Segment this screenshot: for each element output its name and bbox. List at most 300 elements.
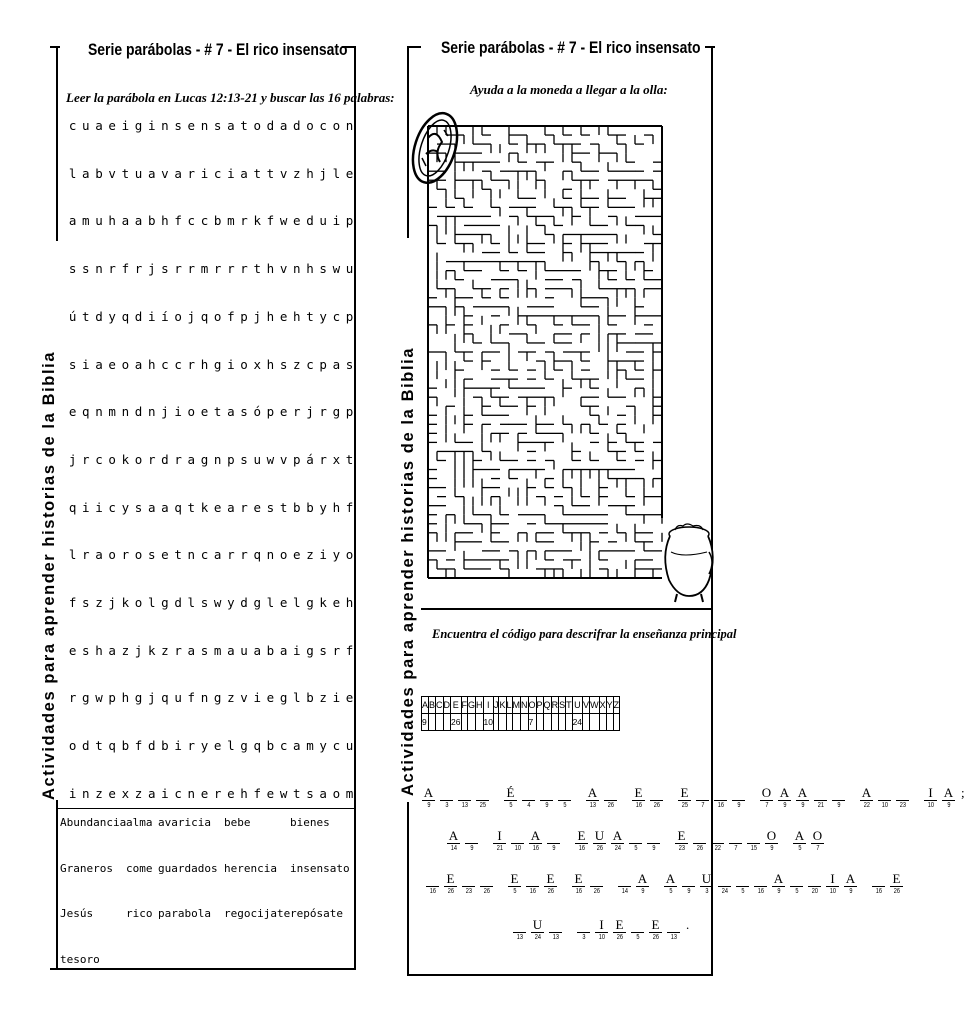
code-cell[interactable] [468, 714, 476, 731]
grid-letter[interactable]: s [345, 356, 354, 372]
cipher-cell[interactable] [813, 786, 828, 811]
grid-letter[interactable]: f [266, 213, 275, 229]
grid-letter[interactable]: w [279, 785, 288, 801]
grid-letter[interactable]: s [174, 118, 182, 133]
grid-letter[interactable]: i [82, 356, 90, 372]
grid-letter[interactable]: i [174, 404, 182, 420]
grid-letter[interactable]: e [279, 595, 288, 610]
grid-letter[interactable]: s [266, 499, 275, 515]
cipher-cell[interactable] [530, 918, 545, 943]
grid-letter[interactable]: i [227, 356, 235, 372]
grid-letter[interactable]: r [187, 261, 196, 277]
grid-letter[interactable]: i [147, 118, 156, 133]
grid-letter[interactable]: c [306, 356, 314, 372]
cipher-cell[interactable] [503, 786, 518, 811]
grid-letter[interactable]: e [293, 547, 301, 563]
grid-letter[interactable]: h [266, 261, 275, 277]
grid-letter[interactable]: r [319, 451, 327, 467]
grid-letter[interactable]: a [319, 785, 327, 801]
code-cell[interactable] [613, 714, 620, 731]
grid-letter[interactable]: y [319, 738, 327, 754]
grid-letter[interactable]: e [187, 118, 196, 133]
grid-letter[interactable]: r [174, 451, 182, 467]
grid-letter[interactable]: b [213, 213, 222, 229]
grid-letter[interactable]: í [161, 308, 169, 324]
grid-letter[interactable]: d [306, 213, 314, 229]
cipher-cell[interactable] [871, 872, 886, 897]
grid-letter[interactable]: i [82, 499, 90, 515]
grid-letter[interactable]: q [200, 308, 209, 324]
grid-letter[interactable]: o [332, 785, 341, 801]
cipher-cell[interactable] [941, 786, 956, 811]
grid-letter[interactable]: e [68, 642, 77, 658]
grid-letter[interactable]: a [227, 642, 235, 658]
grid-letter[interactable]: e [200, 785, 209, 801]
grid-letter[interactable]: h [95, 642, 103, 658]
grid-letter[interactable]: i [253, 690, 261, 706]
cipher-cell[interactable] [728, 829, 743, 854]
cipher-cell[interactable] [446, 829, 461, 854]
grid-letter[interactable]: b [95, 165, 103, 181]
grid-letter[interactable]: l [68, 547, 77, 563]
grid-letter[interactable]: r [174, 261, 182, 277]
code-cell[interactable] [476, 714, 484, 731]
grid-letter[interactable]: t [253, 165, 261, 181]
cipher-cell[interactable] [603, 786, 618, 811]
grid-letter[interactable]: j [68, 451, 77, 467]
cipher-cell[interactable] [699, 872, 714, 897]
grid-letter[interactable]: s [82, 595, 90, 610]
grid-letter[interactable]: l [187, 595, 196, 610]
grid-letter[interactable]: g [253, 595, 261, 610]
grid-letter[interactable]: n [121, 404, 130, 420]
grid-letter[interactable]: a [134, 356, 143, 372]
grid-letter[interactable]: f [174, 213, 182, 229]
cipher-cell[interactable] [592, 829, 607, 854]
cipher-cell[interactable] [807, 872, 822, 897]
grid-letter[interactable]: z [306, 547, 314, 563]
grid-letter[interactable]: t [293, 785, 301, 801]
grid-letter[interactable]: b [293, 499, 301, 515]
grid-letter[interactable]: r [174, 642, 182, 658]
grid-letter[interactable]: m [108, 404, 116, 420]
grid-letter[interactable]: j [253, 308, 261, 324]
grid-letter[interactable]: c [108, 499, 116, 515]
grid-letter[interactable]: u [95, 213, 103, 229]
grid-letter[interactable]: e [108, 118, 116, 133]
grid-letter[interactable]: p [240, 308, 248, 324]
grid-letter[interactable]: g [279, 690, 288, 706]
cipher-cell[interactable] [735, 872, 750, 897]
cipher-cell[interactable] [795, 786, 810, 811]
cipher-cell[interactable] [546, 829, 561, 854]
grid-letter[interactable]: f [68, 595, 77, 610]
grid-letter[interactable]: i [161, 785, 169, 801]
grid-letter[interactable]: z [227, 690, 235, 706]
grid-letter[interactable]: g [134, 118, 143, 133]
grid-letter[interactable]: b [266, 738, 275, 754]
grid-letter[interactable]: o [121, 356, 130, 372]
grid-letter[interactable]: n [293, 261, 301, 277]
grid-letter[interactable]: t [266, 165, 275, 181]
cipher-cell[interactable] [646, 829, 661, 854]
grid-letter[interactable]: s [200, 642, 209, 658]
grid-letter[interactable]: o [240, 356, 248, 372]
grid-letter[interactable]: m [82, 213, 90, 229]
grid-letter[interactable]: i [332, 690, 341, 706]
grid-letter[interactable]: a [240, 165, 248, 181]
grid-letter[interactable]: o [68, 738, 77, 754]
cipher-cell[interactable] [792, 829, 807, 854]
grid-letter[interactable]: o [134, 451, 143, 467]
grid-letter[interactable]: g [306, 642, 314, 658]
grid-letter[interactable]: t [345, 451, 354, 467]
grid-letter[interactable]: b [306, 690, 314, 706]
cipher-cell[interactable] [681, 872, 696, 897]
grid-letter[interactable]: z [293, 356, 301, 372]
cipher-cell[interactable] [512, 918, 527, 943]
grid-letter[interactable]: e [227, 785, 235, 801]
cipher-cell[interactable] [843, 872, 858, 897]
grid-letter[interactable]: f [121, 261, 130, 277]
cipher-cell[interactable] [777, 786, 792, 811]
grid-letter[interactable]: e [279, 404, 288, 420]
cipher-cell[interactable] [895, 786, 910, 811]
grid-letter[interactable]: i [227, 165, 235, 181]
grid-letter[interactable]: v [279, 261, 288, 277]
grid-letter[interactable]: d [266, 118, 275, 133]
grid-letter[interactable]: h [108, 213, 116, 229]
grid-letter[interactable]: i [121, 118, 130, 133]
grid-letter[interactable]: r [147, 451, 156, 467]
grid-letter[interactable]: c [332, 308, 341, 324]
grid-letter[interactable]: m [213, 642, 222, 658]
cipher-cell[interactable] [731, 786, 746, 811]
grid-letter[interactable]: s [240, 404, 248, 420]
grid-letter[interactable]: a [332, 356, 341, 372]
grid-letter[interactable]: y [332, 547, 341, 563]
cipher-cell[interactable] [589, 872, 604, 897]
cipher-cell[interactable] [443, 872, 458, 897]
code-cell[interactable] [512, 714, 521, 731]
grid-letter[interactable]: w [332, 261, 341, 277]
cipher-cell[interactable] [631, 786, 646, 811]
grid-letter[interactable]: l [147, 595, 156, 610]
grid-letter[interactable]: z [121, 642, 130, 658]
grid-letter[interactable]: n [200, 118, 209, 133]
grid-letter[interactable]: h [293, 308, 301, 324]
grid-letter[interactable]: o [279, 547, 288, 563]
grid-letter[interactable]: n [266, 547, 275, 563]
grid-letter[interactable]: q [108, 738, 116, 754]
grid-letter[interactable]: j [134, 642, 143, 658]
cipher-cell[interactable] [635, 872, 650, 897]
grid-letter[interactable]: c [200, 547, 209, 563]
grid-letter[interactable]: ú [68, 308, 77, 324]
code-cell[interactable] [590, 714, 600, 731]
cipher-cell[interactable] [475, 786, 490, 811]
grid-letter[interactable]: i [174, 738, 182, 754]
grid-letter[interactable]: a [161, 499, 169, 515]
grid-letter[interactable]: o [187, 404, 196, 420]
grid-letter[interactable]: d [174, 595, 182, 610]
grid-letter[interactable]: a [147, 499, 156, 515]
grid-letter[interactable]: d [82, 738, 90, 754]
code-cell[interactable] [583, 714, 590, 731]
grid-letter[interactable]: e [108, 785, 116, 801]
grid-letter[interactable]: p [227, 451, 235, 467]
grid-letter[interactable]: a [147, 165, 156, 181]
grid-letter[interactable]: g [82, 690, 90, 706]
grid-letter[interactable]: e [200, 404, 209, 420]
grid-letter[interactable]: k [200, 499, 209, 515]
grid-letter[interactable]: m [200, 261, 209, 277]
grid-letter[interactable]: i [147, 308, 156, 324]
grid-letter[interactable]: p [108, 690, 116, 706]
cipher-cell[interactable] [859, 786, 874, 811]
cipher-cell[interactable] [543, 872, 558, 897]
grid-letter[interactable]: n [187, 547, 196, 563]
grid-letter[interactable]: h [266, 356, 275, 372]
grid-letter[interactable]: e [345, 165, 354, 181]
grid-letter[interactable]: r [332, 642, 341, 658]
grid-letter[interactable]: a [174, 165, 182, 181]
grid-letter[interactable]: a [213, 547, 222, 563]
grid-letter[interactable]: a [95, 547, 103, 563]
cipher-cell[interactable] [525, 872, 540, 897]
cipher-cell[interactable] [674, 829, 689, 854]
grid-letter[interactable]: s [82, 642, 90, 658]
grid-letter[interactable]: r [240, 261, 248, 277]
grid-letter[interactable]: l [293, 595, 301, 610]
grid-letter[interactable]: k [319, 595, 327, 610]
grid-letter[interactable]: h [147, 356, 156, 372]
grid-letter[interactable]: r [121, 547, 130, 563]
grid-letter[interactable]: e [266, 785, 275, 801]
grid-letter[interactable]: s [306, 785, 314, 801]
grid-letter[interactable]: c [319, 118, 327, 133]
grid-letter[interactable]: a [279, 118, 288, 133]
cipher-cell[interactable] [713, 786, 728, 811]
code-cell[interactable] [606, 714, 613, 731]
grid-letter[interactable]: a [134, 213, 143, 229]
grid-letter[interactable]: i [332, 213, 341, 229]
grid-letter[interactable]: o [108, 451, 116, 467]
grid-letter[interactable]: s [161, 261, 169, 277]
grid-letter[interactable]: z [293, 165, 301, 181]
grid-letter[interactable]: o [213, 308, 222, 324]
grid-letter[interactable]: p [293, 451, 301, 467]
cipher-cell[interactable] [548, 918, 563, 943]
grid-letter[interactable]: l [332, 165, 341, 181]
cipher-cell[interactable] [521, 786, 536, 811]
grid-letter[interactable]: n [82, 785, 90, 801]
grid-letter[interactable]: d [147, 738, 156, 754]
grid-letter[interactable]: h [161, 213, 169, 229]
code-cell[interactable] [543, 714, 551, 731]
grid-letter[interactable]: t [82, 308, 90, 324]
cipher-cell[interactable] [612, 918, 627, 943]
grid-letter[interactable]: s [68, 356, 77, 372]
grid-letter[interactable]: w [266, 451, 275, 467]
grid-letter[interactable]: g [213, 690, 222, 706]
grid-letter[interactable]: q [68, 499, 77, 515]
grid-letter[interactable]: v [279, 165, 288, 181]
grid-letter[interactable]: d [240, 595, 248, 610]
grid-letter[interactable]: y [108, 308, 116, 324]
grid-letter[interactable]: e [253, 499, 261, 515]
grid-letter[interactable]: b [161, 738, 169, 754]
grid-letter[interactable]: p [345, 308, 354, 324]
grid-letter[interactable]: á [306, 451, 314, 467]
grid-letter[interactable]: c [68, 118, 77, 133]
grid-letter[interactable]: r [227, 261, 235, 277]
grid-letter[interactable]: r [187, 356, 196, 372]
code-cell[interactable] [536, 714, 543, 731]
grid-letter[interactable]: y [319, 499, 327, 515]
grid-letter[interactable]: a [95, 118, 103, 133]
grid-letter[interactable]: c [200, 213, 209, 229]
grid-letter[interactable]: r [319, 404, 327, 420]
grid-letter[interactable]: k [147, 642, 156, 658]
cipher-cell[interactable] [825, 872, 840, 897]
grid-letter[interactable]: n [187, 785, 196, 801]
grid-letter[interactable]: c [279, 738, 288, 754]
cipher-cell[interactable] [507, 872, 522, 897]
grid-letter[interactable]: f [345, 499, 354, 515]
grid-letter[interactable]: e [213, 499, 222, 515]
cipher-cell[interactable] [789, 872, 804, 897]
code-cell[interactable] [599, 714, 606, 731]
grid-letter[interactable]: o [332, 118, 341, 133]
grid-letter[interactable]: b [306, 499, 314, 515]
cipher-cell[interactable] [771, 872, 786, 897]
grid-letter[interactable]: t [187, 499, 196, 515]
grid-letter[interactable]: s [240, 451, 248, 467]
grid-letter[interactable]: p [345, 213, 354, 229]
grid-letter[interactable]: x [332, 451, 341, 467]
grid-letter[interactable]: c [187, 213, 196, 229]
grid-letter[interactable]: r [227, 547, 235, 563]
grid-letter[interactable]: w [213, 595, 222, 610]
grid-letter[interactable]: z [161, 642, 169, 658]
grid-letter[interactable]: u [253, 451, 261, 467]
grid-letter[interactable]: a [227, 404, 235, 420]
grid-letter[interactable]: h [121, 690, 130, 706]
grid-letter[interactable]: a [293, 738, 301, 754]
code-cell[interactable] [521, 714, 529, 731]
grid-letter[interactable]: y [200, 738, 209, 754]
cipher-cell[interactable] [576, 918, 591, 943]
grid-letter[interactable]: r [240, 213, 248, 229]
grid-letter[interactable]: z [134, 785, 143, 801]
grid-letter[interactable]: d [293, 118, 301, 133]
grid-letter[interactable]: s [82, 261, 90, 277]
grid-letter[interactable]: h [266, 308, 275, 324]
grid-letter[interactable]: t [121, 165, 130, 181]
grid-letter[interactable]: j [319, 165, 327, 181]
grid-letter[interactable]: q [253, 547, 261, 563]
grid-letter[interactable]: q [82, 404, 90, 420]
grid-letter[interactable]: f [187, 690, 196, 706]
grid-letter[interactable]: u [82, 118, 90, 133]
grid-letter[interactable]: j [187, 308, 196, 324]
grid-letter[interactable]: q [253, 738, 261, 754]
grid-letter[interactable]: u [345, 738, 354, 754]
grid-letter[interactable]: h [200, 356, 209, 372]
grid-letter[interactable]: i [68, 785, 77, 801]
grid-letter[interactable]: y [121, 499, 130, 515]
cipher-cell[interactable] [585, 786, 600, 811]
grid-letter[interactable]: j [306, 404, 314, 420]
grid-letter[interactable]: g [240, 738, 248, 754]
grid-letter[interactable]: g [200, 451, 209, 467]
grid-letter[interactable]: f [134, 738, 143, 754]
grid-letter[interactable]: m [345, 785, 354, 801]
grid-letter[interactable]: k [121, 451, 130, 467]
grid-letter[interactable]: r [187, 165, 196, 181]
cipher-cell[interactable] [710, 829, 725, 854]
grid-letter[interactable]: g [134, 690, 143, 706]
grid-letter[interactable]: w [279, 213, 288, 229]
grid-letter[interactable]: t [213, 404, 222, 420]
grid-letter[interactable]: u [240, 642, 248, 658]
cipher-cell[interactable] [923, 786, 938, 811]
grid-letter[interactable]: j [147, 261, 156, 277]
cipher-cell[interactable] [628, 829, 643, 854]
grid-letter[interactable]: h [240, 785, 248, 801]
grid-letter[interactable]: r [108, 261, 116, 277]
cipher-cell[interactable] [717, 872, 732, 897]
grid-letter[interactable]: i [200, 165, 209, 181]
grid-letter[interactable]: p [319, 356, 327, 372]
cipher-cell[interactable] [889, 872, 904, 897]
grid-letter[interactable]: c [174, 356, 182, 372]
cipher-cell[interactable] [649, 786, 664, 811]
grid-letter[interactable]: e [213, 738, 222, 754]
grid-letter[interactable]: o [306, 118, 314, 133]
grid-letter[interactable]: t [306, 308, 314, 324]
grid-letter[interactable]: n [345, 118, 354, 133]
grid-letter[interactable]: i [319, 547, 327, 563]
grid-letter[interactable]: e [345, 690, 354, 706]
grid-letter[interactable]: u [134, 165, 143, 181]
grid-letter[interactable]: k [253, 213, 261, 229]
grid-letter[interactable]: f [345, 642, 354, 658]
grid-letter[interactable]: s [319, 261, 327, 277]
grid-letter[interactable]: a [227, 118, 235, 133]
cipher-cell[interactable] [630, 918, 645, 943]
grid-letter[interactable]: s [213, 118, 222, 133]
code-cell[interactable] [559, 714, 566, 731]
grid-letter[interactable]: n [95, 404, 103, 420]
cipher-cell[interactable] [666, 918, 681, 943]
grid-letter[interactable]: f [253, 785, 261, 801]
grid-letter[interactable]: q [161, 690, 169, 706]
grid-letter[interactable]: a [253, 642, 261, 658]
cipher-cell[interactable] [831, 786, 846, 811]
grid-letter[interactable]: o [108, 547, 116, 563]
grid-letter[interactable]: h [306, 261, 314, 277]
grid-letter[interactable]: r [293, 404, 301, 420]
grid-letter[interactable]: c [213, 165, 222, 181]
grid-letter[interactable]: h [332, 499, 341, 515]
grid-letter[interactable]: t [240, 118, 248, 133]
cipher-cell[interactable] [510, 829, 525, 854]
grid-letter[interactable]: r [240, 499, 248, 515]
grid-letter[interactable]: a [279, 642, 288, 658]
grid-letter[interactable]: m [227, 213, 235, 229]
